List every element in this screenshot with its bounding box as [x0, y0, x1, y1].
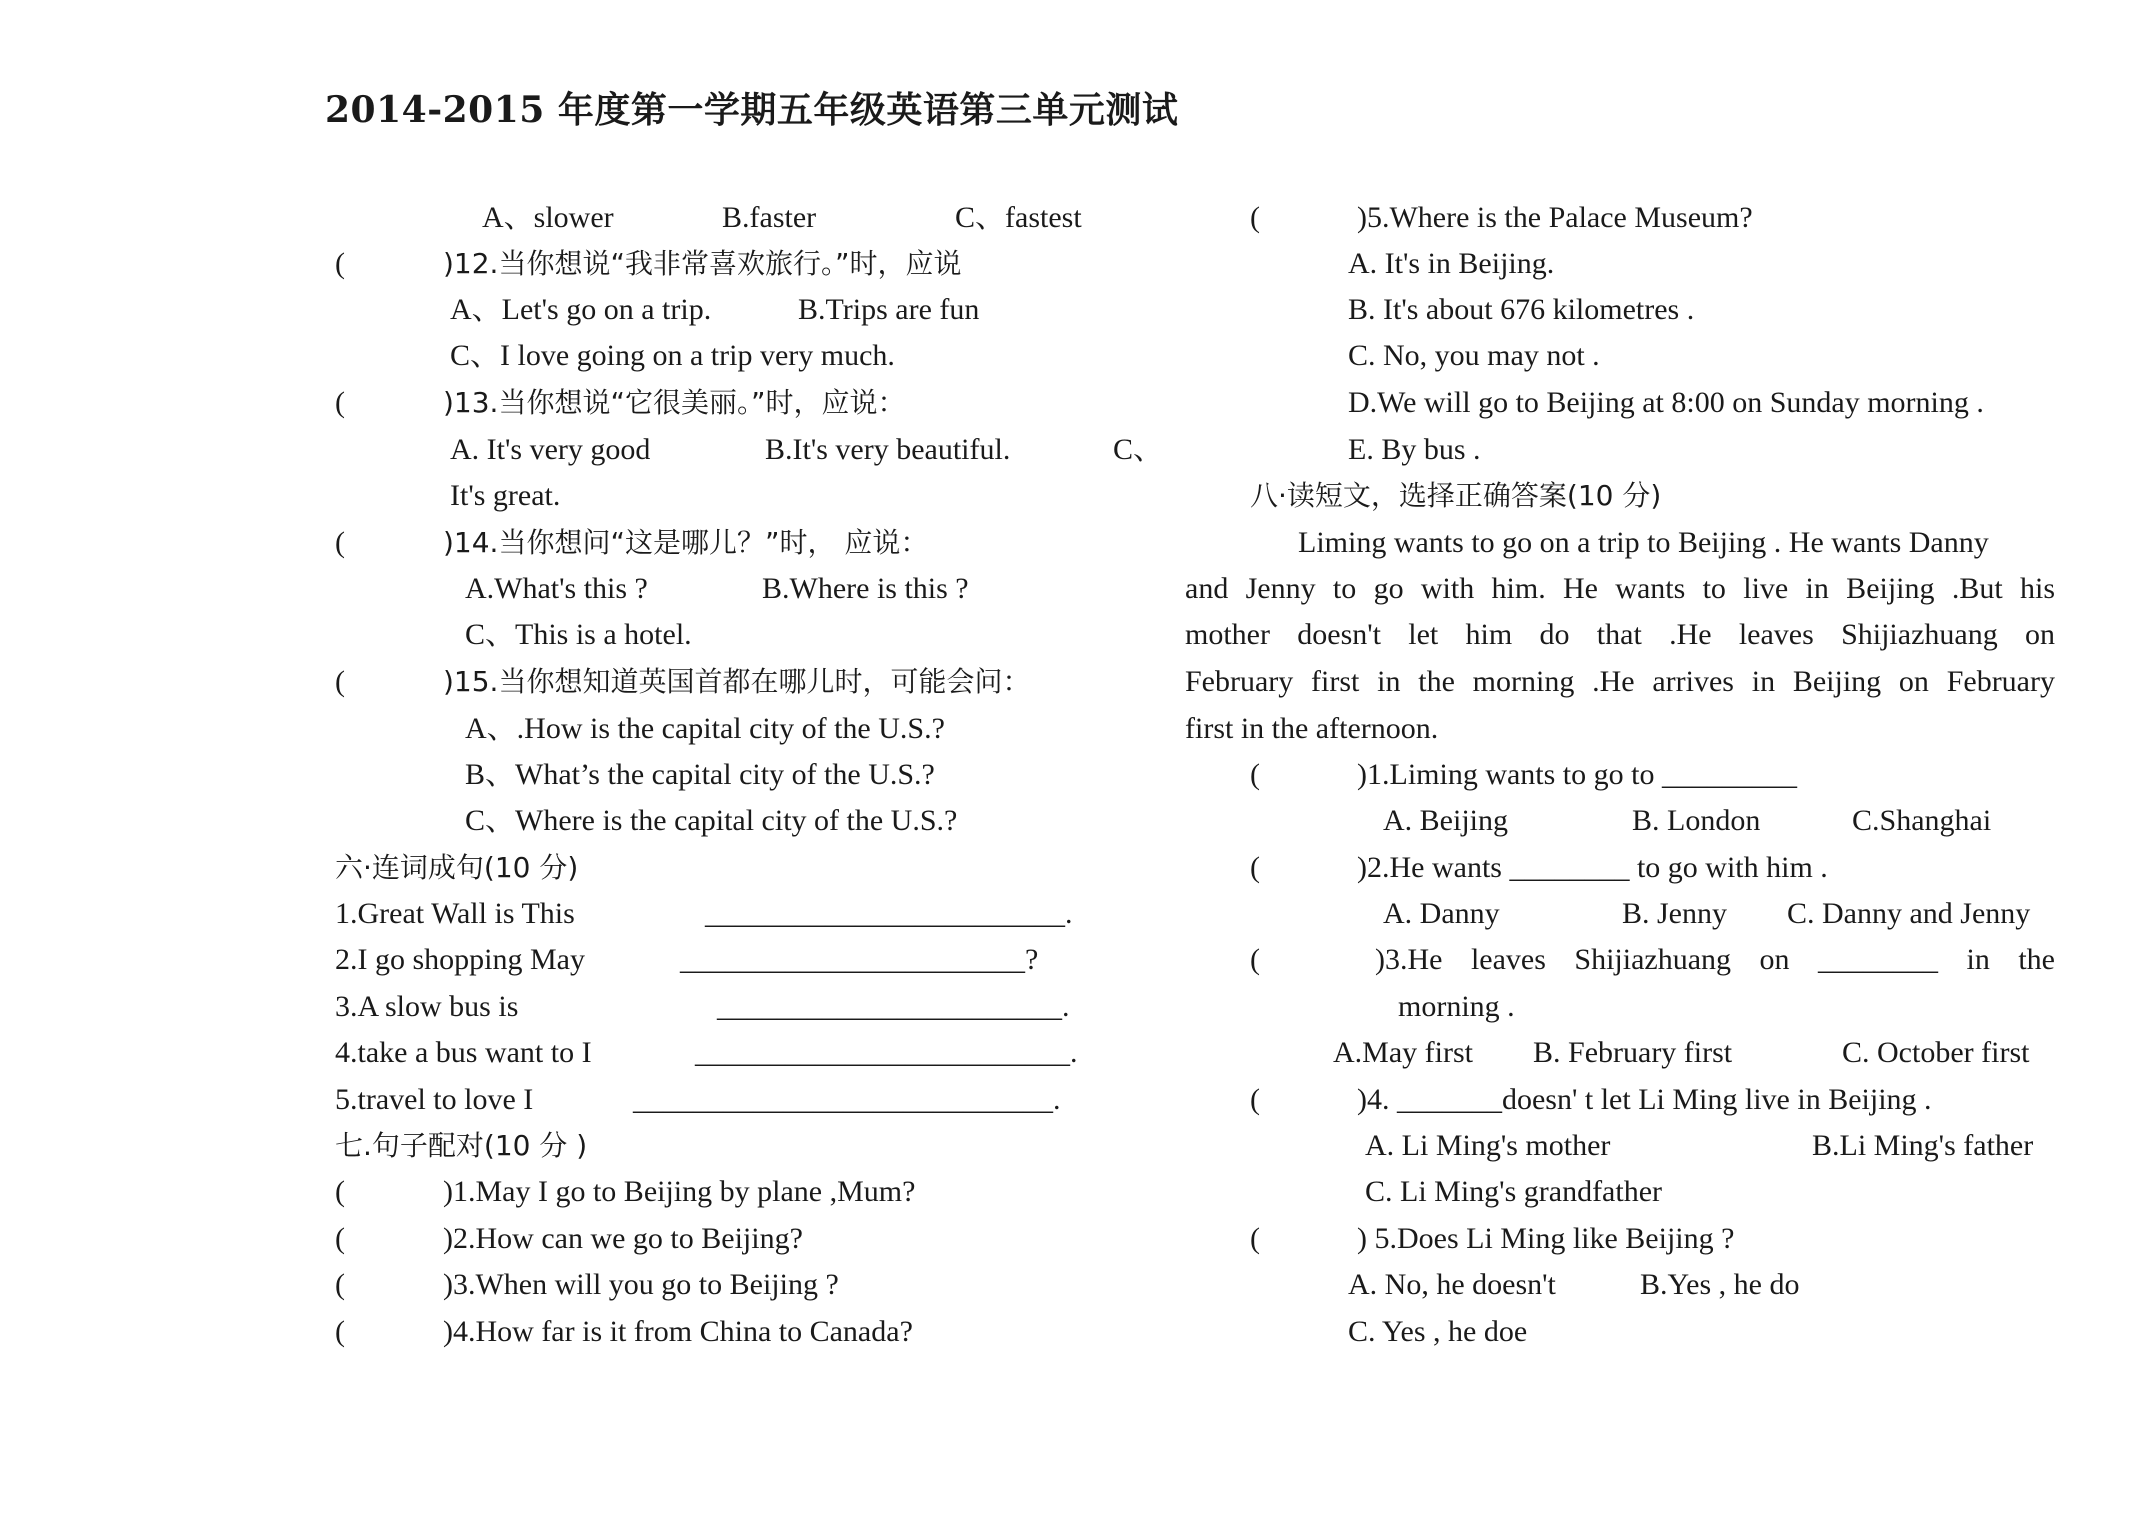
reading-q2-option-b: B. Jenny [1622, 897, 1727, 930]
match-4-paren: ( [335, 1315, 345, 1348]
q15-option-c: C、Where is the capital city of the U.S.? [465, 804, 958, 837]
sentence-2-blank: _______________________? [680, 943, 1039, 976]
q13-answer-paren: ( [335, 386, 345, 419]
match-3-paren: ( [335, 1268, 345, 1301]
reading-q1-paren: ( [1250, 758, 1260, 791]
reading-q2-stem: )2.He wants ________ to go with him . [1357, 851, 1828, 884]
reading-q3-option-a: A.May first [1333, 1036, 1473, 1069]
match-1-paren: ( [335, 1175, 345, 1208]
q14-answer-paren: ( [335, 526, 345, 559]
q14-option-c: C、This is a hotel. [465, 618, 692, 651]
q15-stem: )15.当你想知道英国首都在哪儿时，可能会问： [443, 665, 1031, 698]
sentence-4-blank: _________________________. [695, 1036, 1078, 1069]
reading-q5-paren: ( [1250, 1222, 1260, 1255]
q13-option-a: A. It's very good [450, 433, 651, 466]
q13-option-c: It's great. [450, 479, 561, 512]
q11-option-c: C、fastest [955, 201, 1082, 234]
reading-q5-option-b: B.Yes , he do [1640, 1268, 1800, 1301]
q14-option-b: B.Where is this ? [762, 572, 969, 605]
q12-option-b: B.Trips are fun [798, 293, 980, 326]
reading-q3-option-b: B. February first [1533, 1036, 1733, 1069]
q15-answer-paren: ( [335, 665, 345, 698]
q13-stem: )13.当你想说“它很美丽。”时，应说： [443, 386, 906, 419]
q13-option-b: B.It's very beautiful. [765, 433, 1011, 466]
passage-line-5: first in the afternoon. [1185, 712, 1439, 745]
reading-q2-option-a: A. Danny [1383, 897, 1500, 930]
reading-q1-stem: )1.Liming wants to go to _________ [1357, 758, 1797, 791]
q12-stem: )12.当你想说“我非常喜欢旅行。”时，应说 [443, 247, 962, 280]
reading-q1-option-b: B. London [1632, 804, 1761, 837]
reading-q4-option-c: C. Li Ming's grandfather [1365, 1175, 1663, 1208]
sentence-1-words: 1.Great Wall is This [335, 897, 575, 930]
q13-option-c-prefix: C、 [1113, 433, 1164, 466]
sentence-5-words: 5.travel to love I [335, 1083, 534, 1116]
q11-option-b: B.faster [722, 201, 817, 234]
sentence-3-words: 3.A slow bus is [335, 990, 519, 1023]
match-5-paren: ( [1250, 201, 1260, 234]
passage-line-4: February first in the morning .He arrives in Beijing on February [1185, 665, 2055, 698]
match-1-text: )1.May I go to Beijing by plane ,Mum? [443, 1175, 916, 1208]
passage-line-2: and Jenny to go with him. He wants to live in Beijing .But his [1185, 572, 2055, 605]
match-option-c: C. No, you may not . [1348, 339, 1600, 372]
sentence-2-words: 2.I go shopping May [335, 943, 585, 976]
reading-q2-option-c: C. Danny and Jenny [1787, 897, 2031, 930]
q15-option-a: A、.How is the capital city of the U.S.? [465, 712, 945, 745]
reading-q3-paren: ( [1250, 943, 1260, 976]
match-option-d: D.We will go to Beijing at 8:00 on Sunday morning . [1348, 386, 1984, 419]
match-option-a: A. It's in Beijing. [1348, 247, 1555, 280]
match-5-text: )5.Where is the Palace Museum? [1357, 201, 1753, 234]
q12-answer-paren: ( [335, 247, 345, 280]
reading-q4-stem: )4. _______doesn' t let Li Ming live in Beijing . [1357, 1083, 1932, 1116]
match-3-text: )3.When will you go to Beijing ? [443, 1268, 839, 1301]
sentence-1-blank: ________________________. [705, 897, 1073, 930]
match-2-paren: ( [335, 1222, 345, 1255]
reading-q4-paren: ( [1250, 1083, 1260, 1116]
match-2-text: )2.How can we go to Beijing? [443, 1222, 803, 1255]
q11-option-a: A、slower [482, 201, 614, 234]
reading-q4-option-b: B.Li Ming's father [1812, 1129, 2034, 1162]
section-6-heading: 六·连词成句(10 分) [335, 851, 579, 884]
passage-line-1: Liming wants to go on a trip to Beijing . He wants Danny [1298, 526, 1989, 559]
reading-q5-option-c: C. Yes , he doe [1348, 1315, 1528, 1348]
q12-option-c: C、I love going on a trip very much. [450, 339, 895, 372]
q15-option-b: B、What’s the capital city of the U.S.? [465, 758, 935, 791]
reading-q3-option-c: C. October first [1842, 1036, 2030, 1069]
sentence-5-blank: ____________________________. [633, 1083, 1061, 1116]
section-7-heading: 七.句子配对(10 分 ) [335, 1129, 588, 1162]
q14-stem: )14.当你想问“这是哪儿？”时， 应说： [443, 526, 929, 559]
section-8-heading: 八·读短文，选择正确答案(10 分) [1250, 479, 1662, 512]
sentence-4-words: 4.take a bus want to I [335, 1036, 592, 1069]
reading-q3-stem: )3.He leaves Shijiazhuang on ________ in the [1375, 943, 2055, 976]
q12-option-a: A、Let's go on a trip. [450, 293, 712, 326]
reading-q5-stem: ) 5.Does Li Ming like Beijing ? [1357, 1222, 1735, 1255]
match-4-text: )4.How far is it from China to Canada? [443, 1315, 913, 1348]
reading-q3-stem-continued: morning . [1398, 990, 1515, 1023]
match-option-b: B. It's about 676 kilometres . [1348, 293, 1695, 326]
reading-q4-option-a: A. Li Ming's mother [1365, 1129, 1611, 1162]
passage-line-3: mother doesn't let him do that .He leaves Shijiazhuang on [1185, 618, 2055, 651]
reading-q1-option-c: C.Shanghai [1852, 804, 1992, 837]
reading-q1-option-a: A. Beijing [1383, 804, 1508, 837]
q14-option-a: A.What's this ? [465, 572, 648, 605]
match-option-e: E. By bus . [1348, 433, 1481, 466]
reading-q5-option-a: A. No, he doesn't [1348, 1268, 1556, 1301]
reading-q2-paren: ( [1250, 851, 1260, 884]
page-title: 2014-2015 年度第一学期五年级英语第三单元测试 [325, 89, 1179, 131]
sentence-3-blank: _______________________. [717, 990, 1070, 1023]
